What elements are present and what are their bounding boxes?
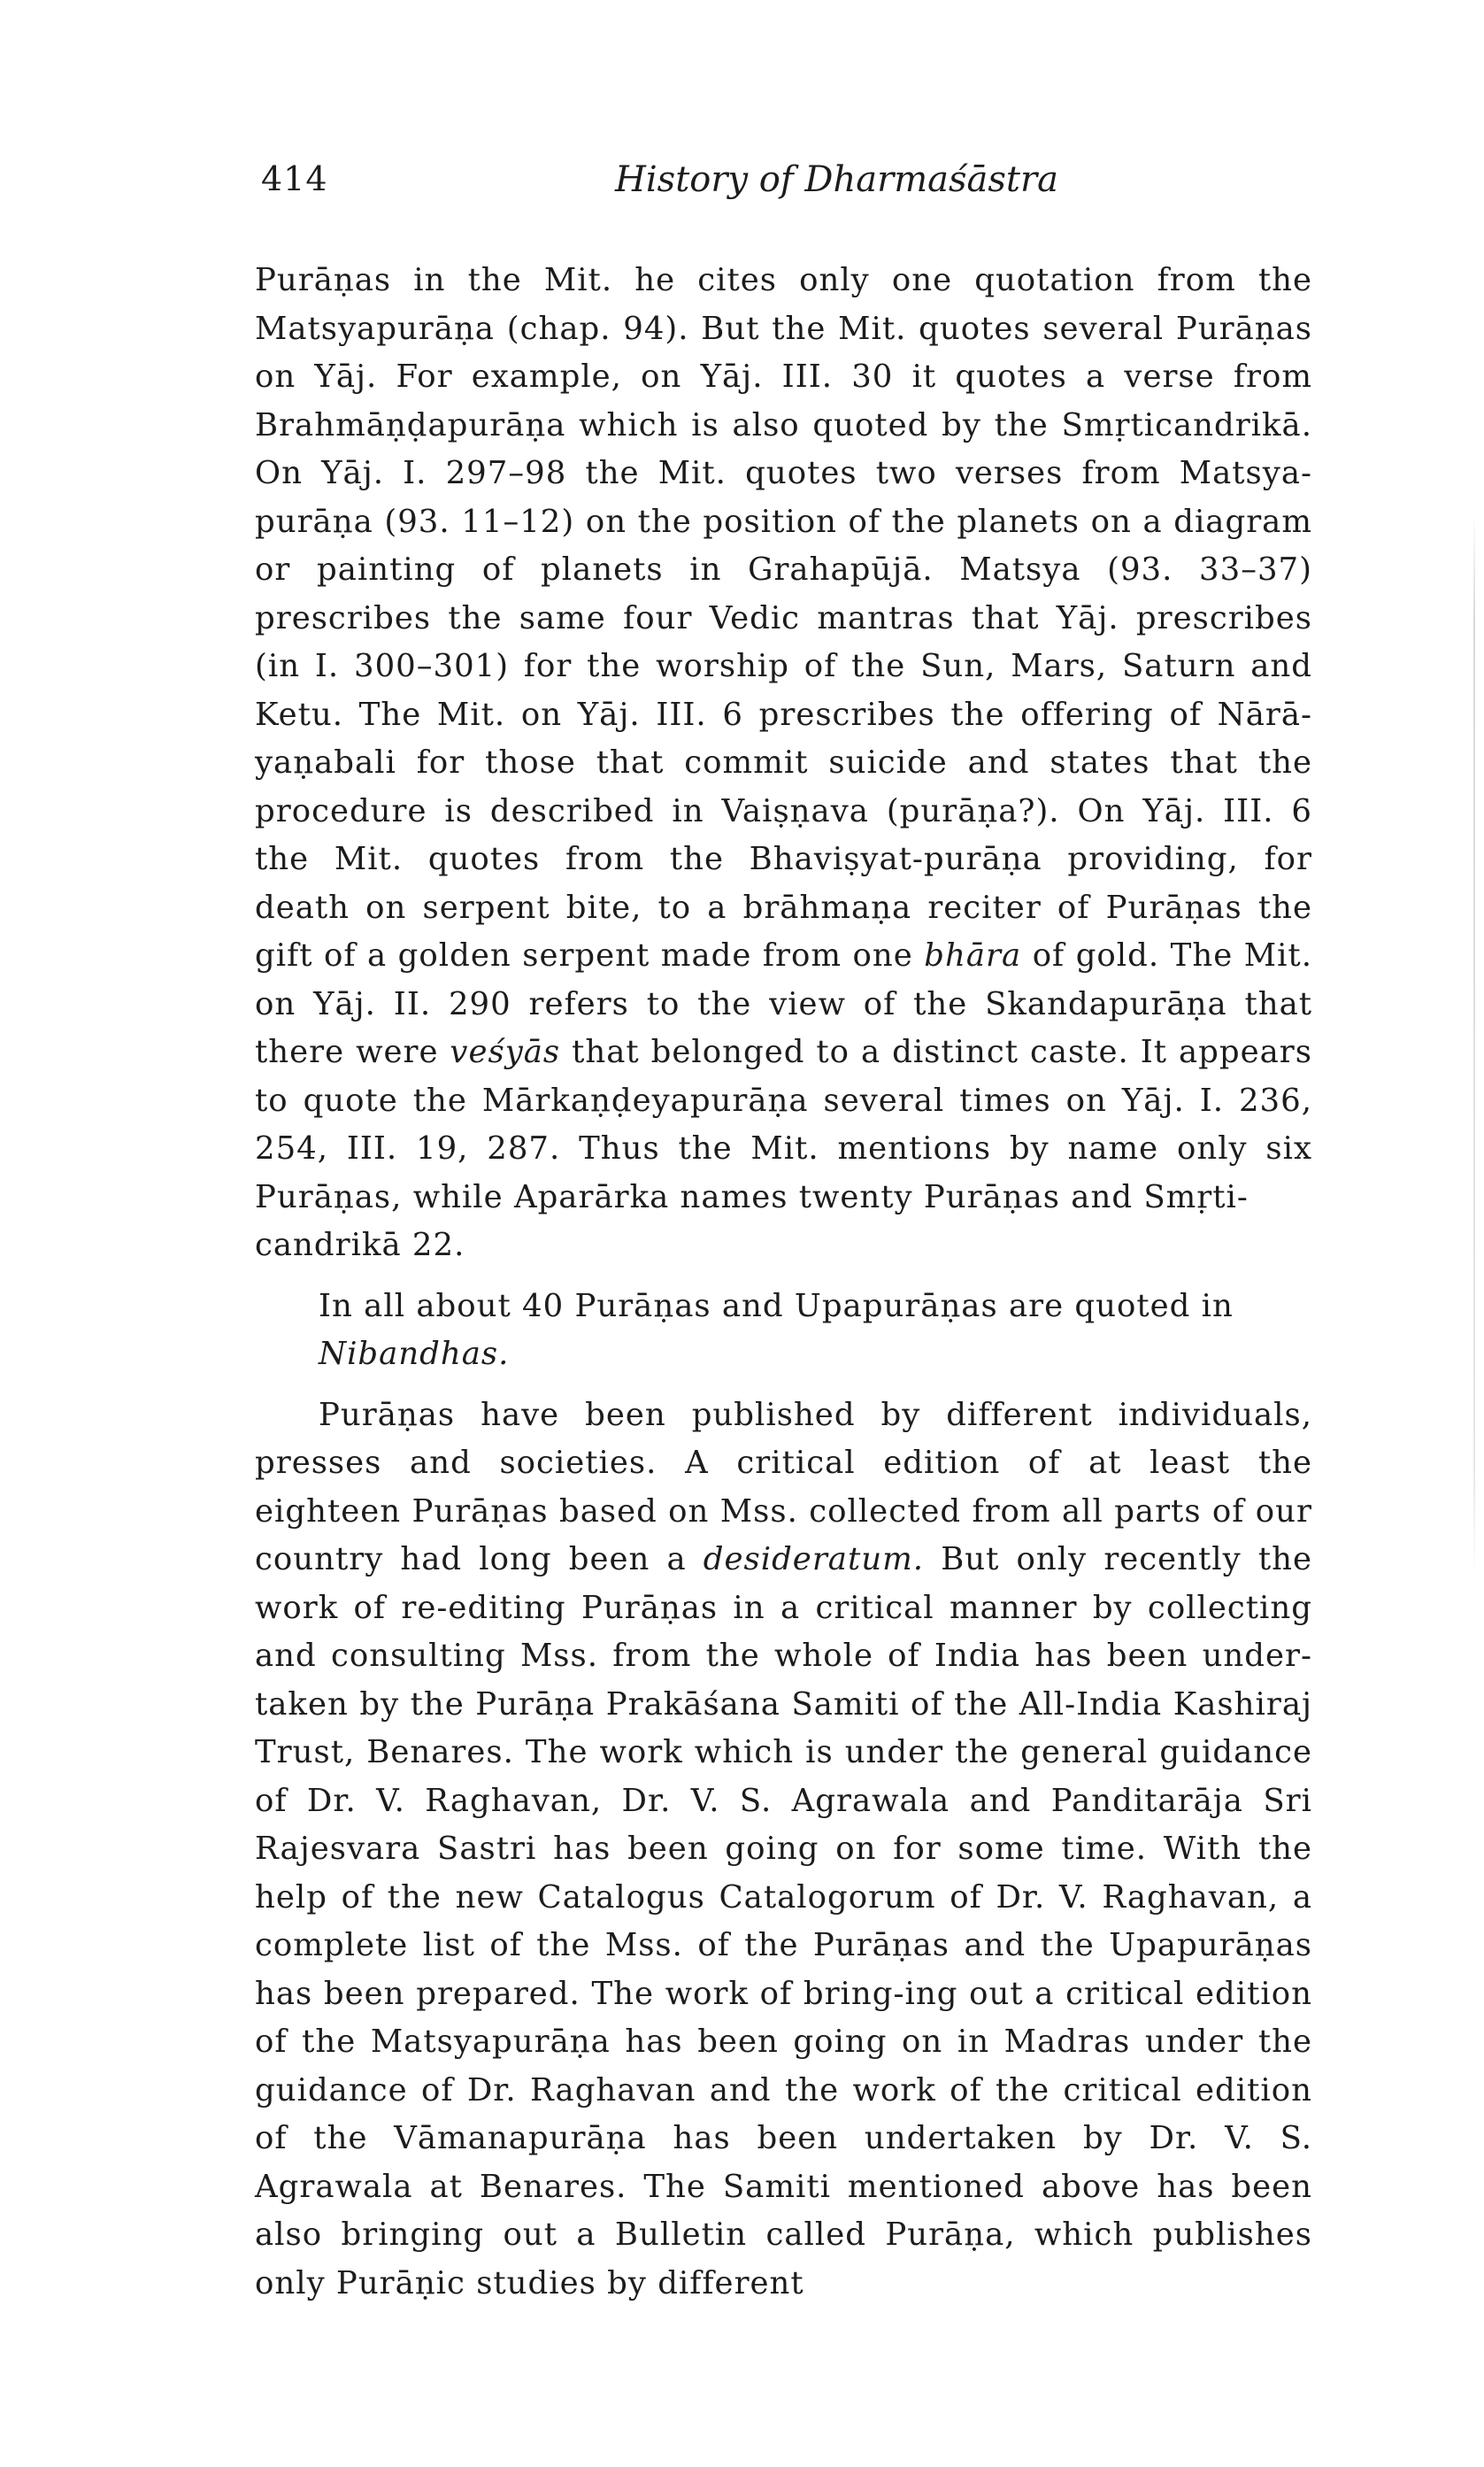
scan-edge-shadow (1473, 513, 1475, 1576)
paragraph-text: of gold. The Mit. on Yāj. II. 290 refers to the view of the Skandapurāṇa that there were (255, 937, 1312, 1070)
paragraph-text: In all about 40 Purāṇas and Upapurāṇas are quoted in (319, 1287, 1234, 1324)
running-title: History of Dharmaśāstra (615, 159, 1058, 200)
paragraph-text: Purāṇas in the Mit. he cites only one quotation from the Matsyapurāṇa (chap. 94). But the Mit. quotes several Purāṇas on Yāj. For example, on Yāj. III. 30 it quotes a verse from Brahmāṇḍapurāṇa which is also quoted by the Smṛticandrikā. On Yāj. I. 297–98 the Mit. quotes two verses from Matsya-purāṇa (93. 11–12) on the position of the planets on a diagram or painting of planets in Grahapūjā. Matsya (93. 33–37) prescribes the same four Vedic mantras that Yāj. prescribes (in I. 300–301) for the worship of the Sun, Mars, Saturn and Ketu. The Mit. on Yāj. III. 6 prescribes the offering of Nārā-yaṇabali for those that commit suicide and states that the procedure is described in Vaiṣṇava (purāṇa?). On Yāj. III. 6 the Mit. quotes from the Bhaviṣyat-purāṇa providing, for death on serpent bite, to a brāhmaṇa reciter of Purāṇas the gift of a golden serpent made from one (255, 262, 1312, 974)
paragraph-forty-puranas (255, 1283, 1312, 1379)
italic-term: Nibandhas. (319, 1336, 510, 1372)
paragraph-text: that belonged to a distinct caste. It appears to quote the Mārkaṇḍeyapurāṇa several times on Yāj. I. 236, 254, III. 19, 287. Thus the Mit. mentions by name only six Purāṇas, while Aparārka names twenty Purāṇas and Smṛti- (255, 1034, 1312, 1215)
page-header (261, 159, 1323, 212)
paragraph-last-line: candrikā 22. (255, 1227, 465, 1263)
page-number: 414 (261, 159, 328, 198)
italic-term: desideratum. (703, 1541, 925, 1577)
paragraph-puranas-in-mit (255, 257, 1312, 1270)
italic-term: bhāra (924, 937, 1022, 974)
italic-term: veśyās (450, 1034, 561, 1070)
body-text (255, 257, 1312, 2308)
paragraph-text: But only recently the work of re-editing Purāṇas in a critical manner by collecting and consulting Mss. from the whole of India has been under-taken by the Purāṇa Prakāśana Samiti of the All-India Kashiraj Trust, Benares. The work which is under the general guidance of Dr. V. Raghavan, Dr. V. S. Agrawala and Panditarāja Sri Rajesvara Sastri has been going on for some time. With the help of the new Catalogus Catalogorum of Dr. V. Raghavan, a complete list of the Mss. of the Purāṇas and the Upapurāṇas has been prepared. The work of bring-ing out a critical edition of the Matsyapurāṇa has been going on in Madras under the guidance of Dr. Raghavan and the work of the critical edition of the Vāmanapurāṇa has been undertaken by Dr. V. S. Agrawala at Benares. The Samiti mentioned above has been also bringing out a Bulletin called Purāṇa, which publishes only Purāṇic studies by different (255, 1541, 1312, 2301)
paragraph-critical-edition (255, 1392, 1312, 2309)
paragraph-text: Purāṇas have been published by different individuals, presses and societies. A critical edition of at least the eighteen Purāṇas based on Mss. collected from all parts of our country had long been a (255, 1396, 1312, 1577)
